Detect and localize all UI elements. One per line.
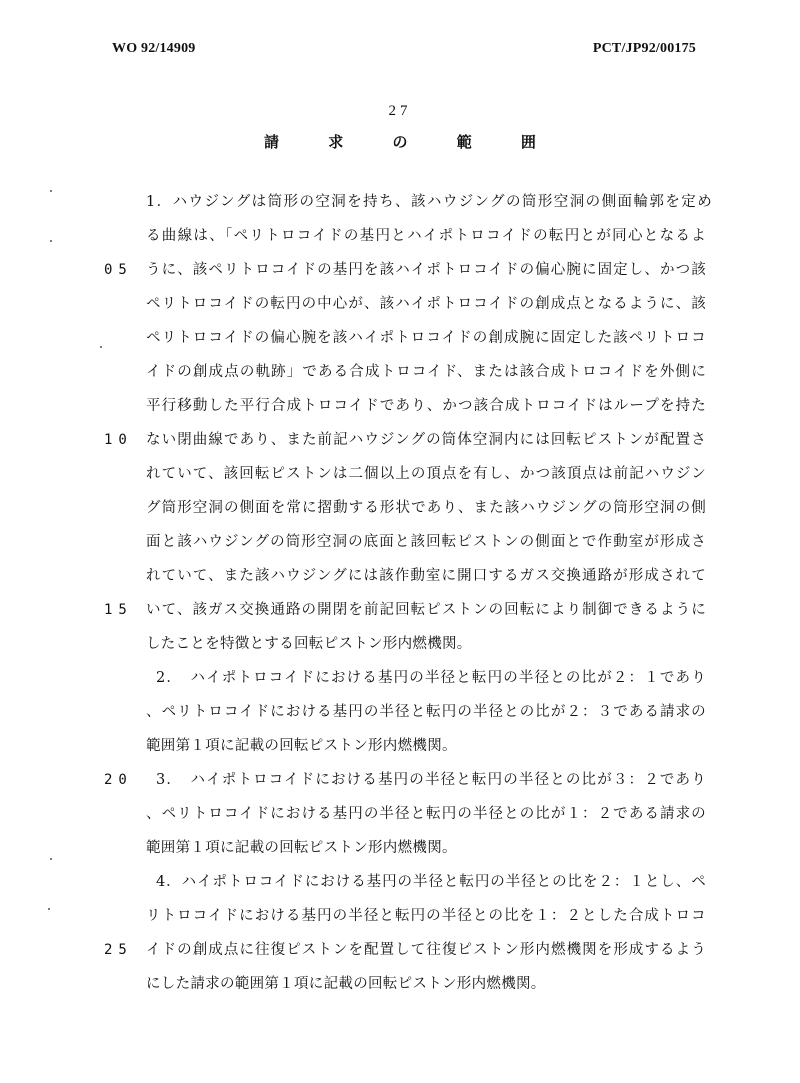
claim-line: れていて、また該ハウジングには該作動室に開口するガス交換通路が形成されて [146,568,706,584]
scan-speck [50,190,52,192]
claim-line: グ筒形空洞の側面を常に摺動する形状であり、また該ハウジングの筒形空洞の側 [146,500,706,516]
line-number: 05 [104,262,133,278]
claim-line: る曲線は、「ペリトロコイドの基円とハイポトロコイドの転円とが同心となるよ [146,228,706,244]
claim-line: 範囲第１項に記載の回転ピストン形内燃機関。 [146,738,457,754]
claim-line: 4．ハイポトロコイドにおける基円の半径と転円の半径との比を２：１とし、ペ [156,874,706,890]
line-number: 25 [104,942,133,958]
claims-title: 請 求 の 範 囲 [264,133,558,151]
claim-line: うに、該ペリトロコイドの基円を該ハイポトロコイドの偏心腕に固定し、かつ該 [146,262,706,278]
claim-line: イドの創成点の軌跡」である合成トロコイド、または該合成トロコイドを外側に [146,364,706,380]
claim-line: 平行移動した平行合成トロコイドであり、かつ該合成トロコイドはループを持た [146,398,706,414]
scan-speck [50,858,52,860]
line-number: 20 [104,772,133,788]
claim-line: リトロコイドにおける基円の半径と転円の半径との比を１：２とした合成トロコ [146,908,706,924]
claim-line: 面と該ハウジングの筒形空洞の底面と該回転ピストンの側面とで作動室が形成さ [146,534,706,550]
claim-line: したことを特徴とする回転ピストン形内燃機関。 [146,636,472,652]
line-number: 15 [104,602,133,618]
claim-line: 1．ハウジングは筒形の空洞を持ち、該ハウジングの筒形空洞の側面輪郭を定め [146,194,712,210]
claim-line: 範囲第１項に記載の回転ピストン形内燃機関。 [146,840,457,856]
claim-line: ない閉曲線であり、また前記ハウジングの筒体空洞内には回転ピストンが配置さ [146,432,706,448]
claim-line: 3． ハイポトロコイドにおける基円の半径と転円の半径との比が３：２であり [156,772,706,788]
application-number: PCT/JP92/00175 [592,41,696,56]
claim-line: イドの創成点に往復ピストンを配置して往復ピストン形内燃機関を形成するよう [146,942,706,958]
claim-line: ペリトロコイドの転円の中心が、該ハイポトロコイドの創成点となるように、該 [146,296,706,312]
claim-line: れていて、該回転ピストンは二個以上の頂点を有し、かつ該頂点は前記ハウジン [146,466,706,482]
claim-line: にした請求の範囲第１項に記載の回転ピストン形内燃機関。 [146,976,546,992]
scan-speck [50,240,52,242]
publication-number: WO 92/14909 [112,41,196,56]
claim-line: ペリトロコイドの偏心腕を該ハイポトロコイドの創成腕に固定した該ペリトロコ [146,330,706,346]
claim-line: 、ペリトロコイドにおける基円の半径と転円の半径との比が１：２である請求の [146,806,706,822]
claim-line: いて、該ガス交換通路の開閉を前記回転ピストンの回転により制御できるように [146,602,706,618]
claim-line: 2． ハイポトロコイドにおける基円の半径と転円の半径との比が２：１であり [156,670,706,686]
scan-speck [100,346,102,348]
claim-line: 、ペリトロコイドにおける基円の半径と転円の半径との比が２：３である請求の [146,704,706,720]
page-number: 27 [388,103,412,119]
line-number: 10 [104,432,133,448]
scan-speck [48,908,50,910]
